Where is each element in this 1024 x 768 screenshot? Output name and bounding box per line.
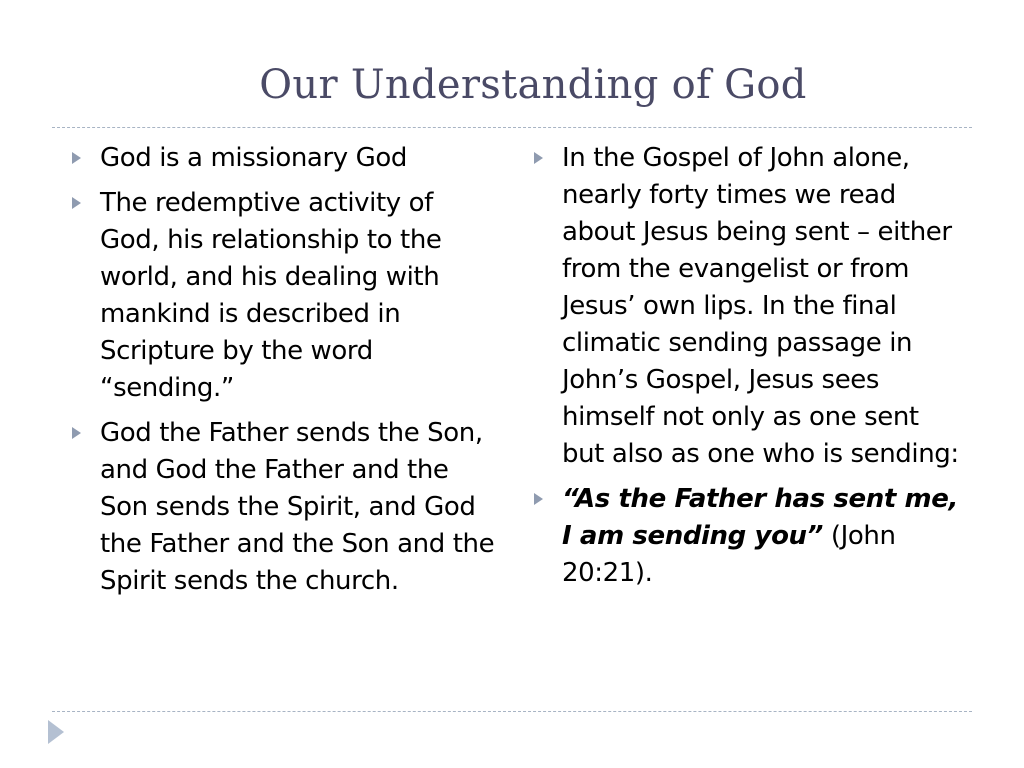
bullet-item [70,185,498,407]
bullet-text: The redemptive activity of God, his relationship to the world, and his dealing with mankind is described in Scripture by the word “sending.” [100,188,442,403]
scripture-citation: (John 20:21). [562,521,896,588]
scripture-quote: “As the Father has sent me, I am sending you” [562,484,958,551]
right-bullet-list [532,140,962,600]
triangle-right-icon [72,427,81,439]
triangle-right-icon [534,493,543,505]
footer-divider [52,711,972,712]
bullet-text: In the Gospel of John alone, nearly forty times we read about Jesus being sent – either from the evangelist or from Jesus’ own lips. In the final climatic sending passage in John’s Gospel, Jesus sees himself not only as one sent but also as one who is sending: [562,143,959,469]
play-triangle-icon[interactable] [48,720,64,744]
title-divider [52,127,972,128]
bullet-item [70,415,498,600]
bullet-text: God is a missionary God [100,143,407,173]
bullet-item [532,140,962,473]
triangle-right-icon [534,152,543,164]
quote-bullet-item [532,481,962,592]
slide-title: Our Understanding of God [259,62,807,108]
left-bullet-list [70,140,498,608]
bullet-text: God the Father sends the Son, and God the Father and the Son sends the Spirit, and God the Father and the Son and the Spirit sends the church. [100,418,495,596]
triangle-right-icon [72,197,81,209]
triangle-right-icon [72,152,81,164]
bullet-item [70,140,498,177]
